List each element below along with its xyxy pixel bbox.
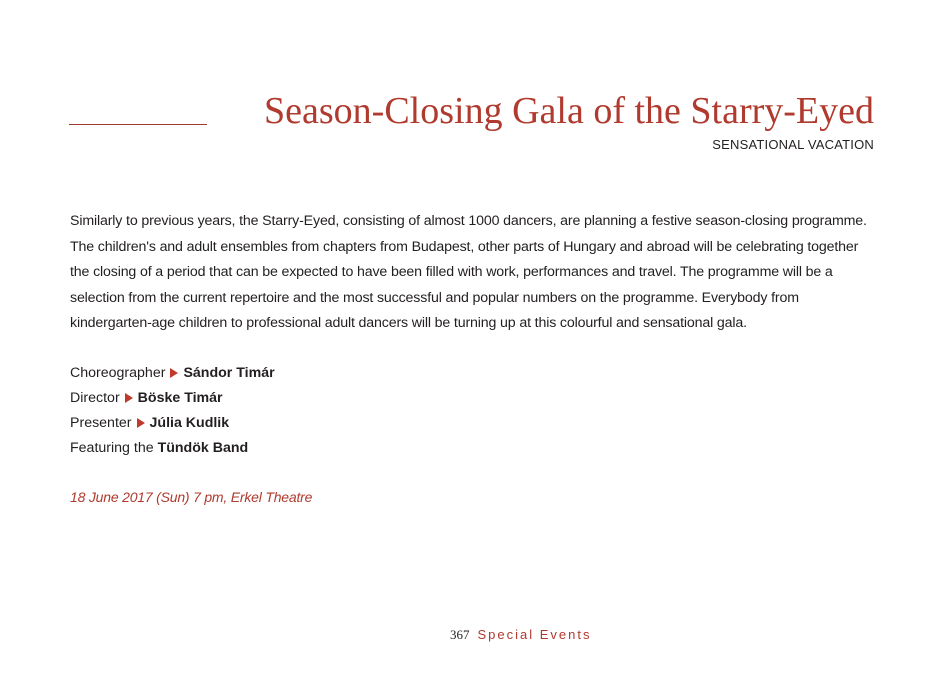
page-number: 367 xyxy=(450,627,470,642)
credit-featuring xyxy=(70,436,275,461)
credit-name: Tündök Band xyxy=(157,440,249,456)
event-date: 18 June 2017 (Sun) 7 pm, Erkel Theatre xyxy=(70,489,313,505)
credits-list xyxy=(70,361,275,461)
section-name: Special Events xyxy=(477,627,592,642)
play-triangle-icon xyxy=(170,368,178,378)
credit-name: Sándor Timár xyxy=(183,365,275,381)
credit-role: Director xyxy=(70,390,120,406)
credit-presenter xyxy=(70,411,275,436)
credit-director xyxy=(70,386,275,411)
credit-role: Presenter xyxy=(70,415,132,431)
play-triangle-icon xyxy=(125,393,133,403)
page-footer xyxy=(450,626,592,644)
credit-name: Böske Timár xyxy=(137,390,223,406)
play-triangle-icon xyxy=(137,418,145,428)
page-title: Season-Closing Gala of the Starry-Eyed xyxy=(264,90,874,132)
page-subtitle: SENSATIONAL VACATION xyxy=(712,137,874,152)
credit-role: Featuring the xyxy=(70,440,154,456)
event-description: Similarly to previous years, the Starry-Eyed, consisting of almost 1000 dancers, are planning a festive season-closing programme. The children's and adult ensembles from chapters from Budapest, other parts of Hungary and abroad will be celebrating together the closing of a period that can be expected to have been filled with work, performances and travel. The programme will be a selection from the current repertoire and the most successful and popular numbers on the programme. Everybody from kindergarten-age children to professional adult dancers will be turning up at this colourful and sensational gala. xyxy=(70,213,867,331)
credit-name: Júlia Kudlik xyxy=(149,415,230,431)
title-rule xyxy=(69,124,207,125)
credit-choreographer xyxy=(70,361,275,386)
credit-role: Choreographer xyxy=(70,365,166,381)
